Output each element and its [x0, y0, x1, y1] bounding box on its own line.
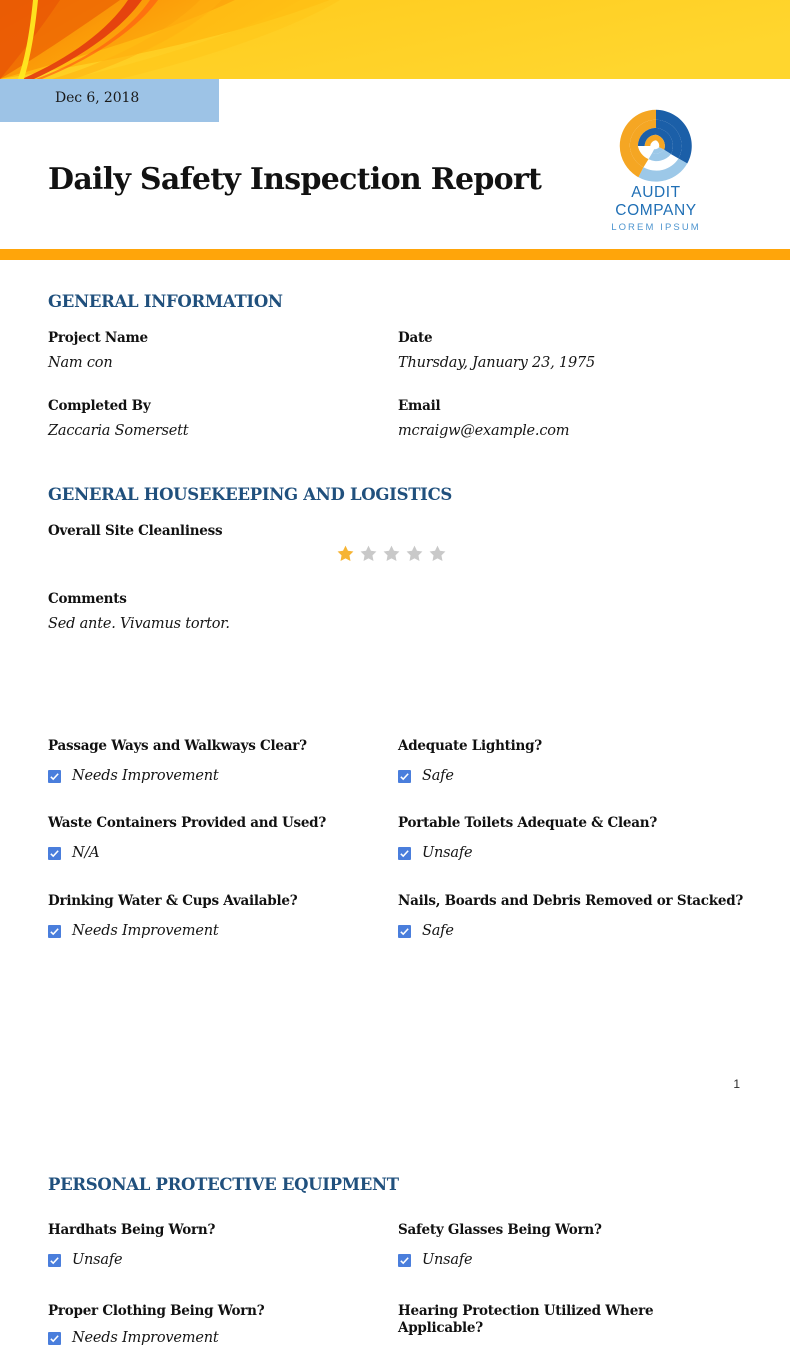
question-label: Proper Clothing Being Worn? [48, 1303, 265, 1319]
answer-hardhats[interactable] [48, 1252, 122, 1268]
field-value: Nam con [48, 355, 113, 371]
answer-nails-boards-debris[interactable] [398, 923, 454, 939]
answer-label: Unsafe [72, 1252, 123, 1268]
field-email [398, 398, 569, 439]
question-label: Nails, Boards and Debris Removed or Stacked? [398, 893, 744, 909]
field-label: Email [398, 398, 441, 414]
logo-company-name: AUDIT COMPANY [615, 184, 697, 219]
section-heading-general-information: GENERAL INFORMATION [48, 292, 283, 311]
section-heading-housekeeping: GENERAL HOUSEKEEPING AND LOGISTICS [48, 485, 453, 504]
page-title: Daily Safety Inspection Report [48, 162, 542, 197]
answer-label: Unsafe [422, 845, 473, 861]
question-portable-toilets [398, 815, 657, 832]
question-waste-containers [48, 815, 326, 832]
date-badge-label: Dec 6, 2018 [55, 90, 140, 106]
question-label: Safety Glasses Being Worn? [398, 1222, 602, 1238]
checkbox-checked-icon[interactable] [398, 847, 411, 860]
checkbox-checked-icon[interactable] [48, 770, 61, 783]
answer-adequate-lighting[interactable] [398, 768, 454, 784]
answer-safety-glasses[interactable] [398, 1252, 472, 1268]
answer-label: Needs Improvement [72, 923, 219, 939]
question-label: Waste Containers Provided and Used? [48, 815, 327, 831]
question-label: Portable Toilets Adequate & Clean? [398, 815, 657, 831]
field-label: Date [398, 330, 433, 346]
field-value: Thursday, January 23, 1975 [398, 355, 596, 371]
field-completed-by [48, 398, 188, 439]
checkbox-checked-icon[interactable] [398, 925, 411, 938]
answer-label: Needs Improvement [72, 768, 219, 784]
star-rating[interactable] [48, 544, 734, 563]
answer-label: Safe [422, 923, 454, 939]
checkbox-checked-icon[interactable] [48, 847, 61, 860]
header-banner [0, 0, 790, 79]
question-label: Hearing Protection Utilized Where Applicable? [398, 1303, 654, 1336]
field-project-name [48, 330, 148, 371]
question-proper-clothing [48, 1303, 264, 1320]
question-label: Adequate Lighting? [398, 738, 542, 754]
answer-waste-containers[interactable] [48, 845, 99, 861]
question-drinking-water [48, 893, 297, 910]
answer-label: Needs Improvement [72, 1330, 219, 1346]
question-label: Hardhats Being Worn? [48, 1222, 216, 1238]
answer-passage-ways[interactable] [48, 768, 218, 784]
company-logo [592, 106, 720, 233]
checkbox-checked-icon[interactable] [48, 925, 61, 938]
field-value: mcraigw@example.com [398, 423, 570, 439]
field-label: Overall Site Cleanliness [48, 523, 223, 539]
logo-tagline: LOREM IPSUM [611, 222, 701, 233]
header-divider-rule [0, 249, 790, 260]
question-hearing-protection [398, 1303, 668, 1337]
checkbox-checked-icon[interactable] [398, 770, 411, 783]
section-heading-ppe: PERSONAL PROTECTIVE EQUIPMENT [48, 1175, 399, 1194]
star-icon-empty-4[interactable] [405, 544, 424, 563]
question-nails-boards-debris [398, 893, 743, 910]
star-icon-empty-5[interactable] [428, 544, 447, 563]
star-icon-empty-3[interactable] [382, 544, 401, 563]
field-comments [48, 591, 230, 632]
question-passage-ways [48, 738, 307, 755]
banner-swoosh-graphic [0, 0, 790, 79]
field-label: Completed By [48, 398, 151, 414]
question-adequate-lighting [398, 738, 542, 755]
answer-label: Safe [422, 768, 454, 784]
page-number: 1 [733, 1077, 740, 1091]
checkbox-checked-icon[interactable] [48, 1254, 61, 1267]
question-label: Passage Ways and Walkways Clear? [48, 738, 307, 754]
swirl-logo-icon [592, 106, 720, 186]
answer-label: N/A [72, 845, 100, 861]
field-value: Sed ante. Vivamus tortor. [48, 616, 230, 632]
answer-drinking-water[interactable] [48, 923, 218, 939]
answer-proper-clothing[interactable] [48, 1330, 218, 1346]
checkbox-checked-icon[interactable] [398, 1254, 411, 1267]
answer-portable-toilets[interactable] [398, 845, 472, 861]
answer-label: Unsafe [422, 1252, 473, 1268]
field-value: Zaccaria Somersett [48, 423, 189, 439]
star-icon-empty-2[interactable] [359, 544, 378, 563]
star-icon-filled-1[interactable] [336, 544, 355, 563]
question-label: Drinking Water & Cups Available? [48, 893, 298, 909]
question-hardhats [48, 1222, 215, 1239]
field-label: Project Name [48, 330, 148, 346]
checkbox-checked-icon[interactable] [48, 1332, 61, 1345]
question-safety-glasses [398, 1222, 602, 1239]
field-date [398, 330, 595, 371]
field-overall-site-cleanliness [48, 523, 222, 540]
field-label: Comments [48, 591, 127, 607]
